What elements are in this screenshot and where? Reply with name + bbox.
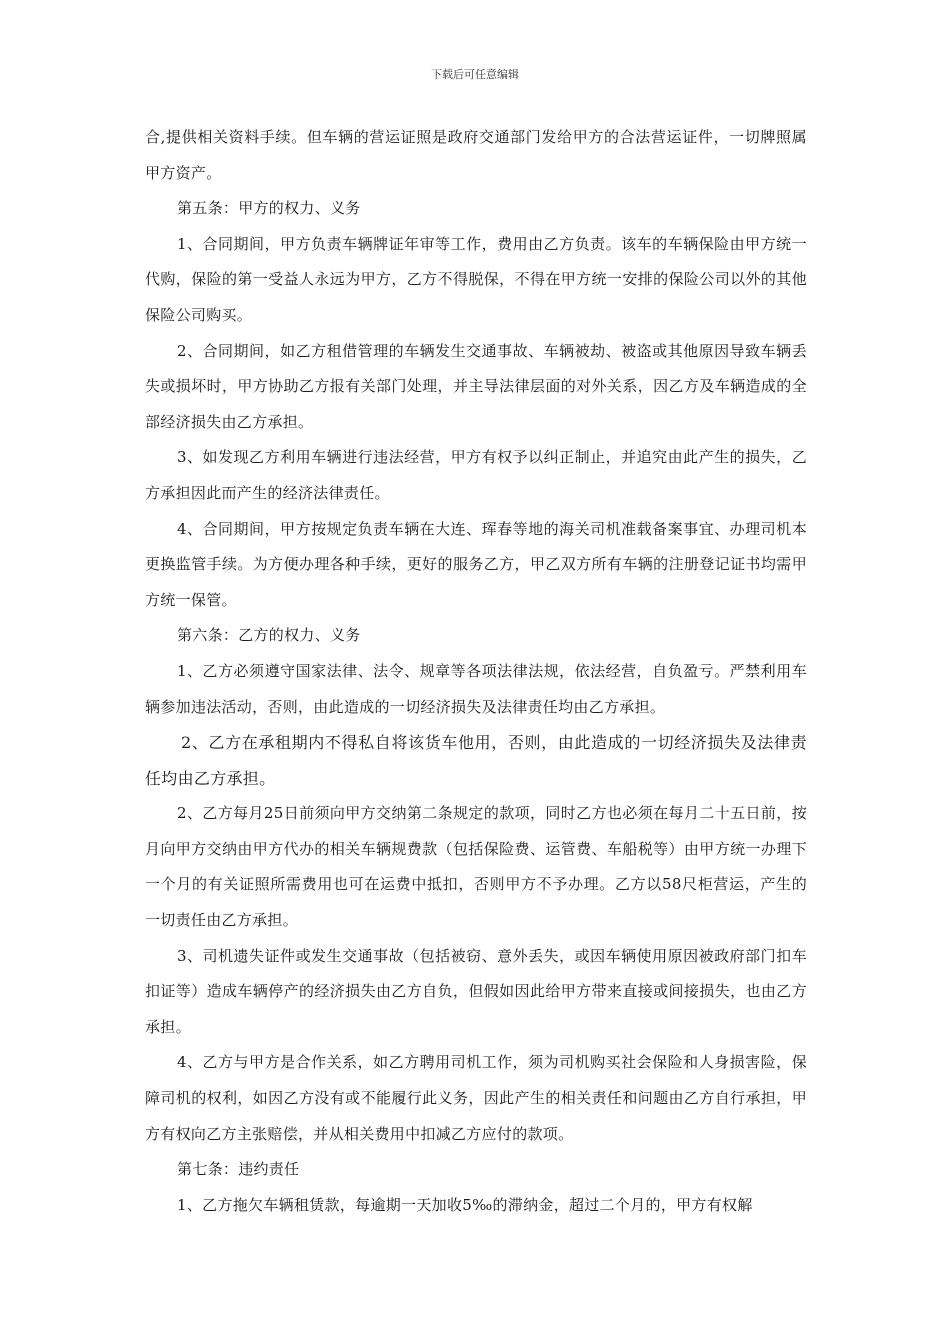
paragraph: 1、乙方拖欠车辆租赁款，每逾期一天加收5‰的滞纳金，超过二个月的，甲方有权解 xyxy=(177,1195,753,1214)
page-header: 下载后可任意编辑 xyxy=(431,68,519,81)
paragraph: 4、乙方与甲方是合作关系，如乙方聘用司机工作，须为司机购买社会保险和人身损害险，保障司机的权利，如因乙方没有或不能履行此义务，因此产生的相关责任和问题由乙方自行承担，甲方有权向乙方主张赔偿，并从相关费用中扣减乙方应付的款项。 xyxy=(145,1053,807,1143)
paragraph: 2、合同期间，如乙方租借管理的车辆发生交通事故、车辆被劫、被盗或其他原因导致车辆丢失或损坏时，甲方协助乙方报有关部门处理，并主导法律层面的对外关系，因乙方及车辆造成的全部经济损失由乙方承担。 xyxy=(145,341,807,431)
paragraph: 3、司机遗失证件或发生交通事故（包括被窃、意外丢失，或因车辆使用原因被政府部门扣车扣证等）造成车辆停产的经济损失由乙方自负，但假如因此给甲方带来直接或间接损失，也由乙方承担。 xyxy=(145,946,807,1036)
paragraph: 合,提供相关资料手续。但车辆的营运证照是政府交通部门发给甲方的合法营运证件，一切牌照属甲方资产。 xyxy=(145,128,807,182)
paragraph: 1、乙方必须遵守国家法律、法令、规章等各项法律法规，依法经营，自负盈亏。严禁利用车辆参加违法活动，否则，由此造成的一切经济损失及法律责任均由乙方承担。 xyxy=(145,661,807,716)
section-heading-6: 第六条：乙方的权力、义务 xyxy=(177,626,361,645)
paragraph: 3、如发现乙方利用车辆进行违法经营，甲方有权予以纠正制止，并追究由此产生的损失，乙方承担因此而产生的经济法律责任。 xyxy=(145,448,807,502)
paragraph: 4、合同期间，甲方按规定负责车辆在大连、珲春等地的海关司机准载备案事宜、办理司机本更换监管手续。为方便办理各种手续，更好的服务乙方，甲乙双方所有车辆的注册登记证书均需甲方统一保管。 xyxy=(145,519,807,609)
section-heading-5: 第五条：甲方的权力、义务 xyxy=(177,199,361,218)
paragraph: 2、乙方每月25日前须向甲方交纳第二条规定的款项，同时乙方也必须在每月二十五日前，按月向甲方交纳由甲方代办的相关车辆规费款（包括保险费、运管费、车船税等）由甲方统一办理下一个月的有关证照所需费用也可在运费中抵扣，否则甲方不予办理。乙方以58尺柜营运，产生的一切责任由乙方承担。 xyxy=(145,804,807,930)
paragraph: 1、合同期间，甲方负责车辆牌证年审等工作，费用由乙方负责。该车的车辆保险由甲方统一代购，保险的第一受益人永远为甲方，乙方不得脱保，不得在甲方统一安排的保险公司以外的其他保险公司购买。 xyxy=(145,234,807,324)
document-body xyxy=(145,120,807,1223)
paragraph: 2、乙方在承租期内不得私自将该货车他用，否则，由此造成的一切经济损失及法律责任均由乙方承担。 xyxy=(145,733,807,788)
section-heading-7: 第七条：违约责任 xyxy=(177,1160,300,1179)
